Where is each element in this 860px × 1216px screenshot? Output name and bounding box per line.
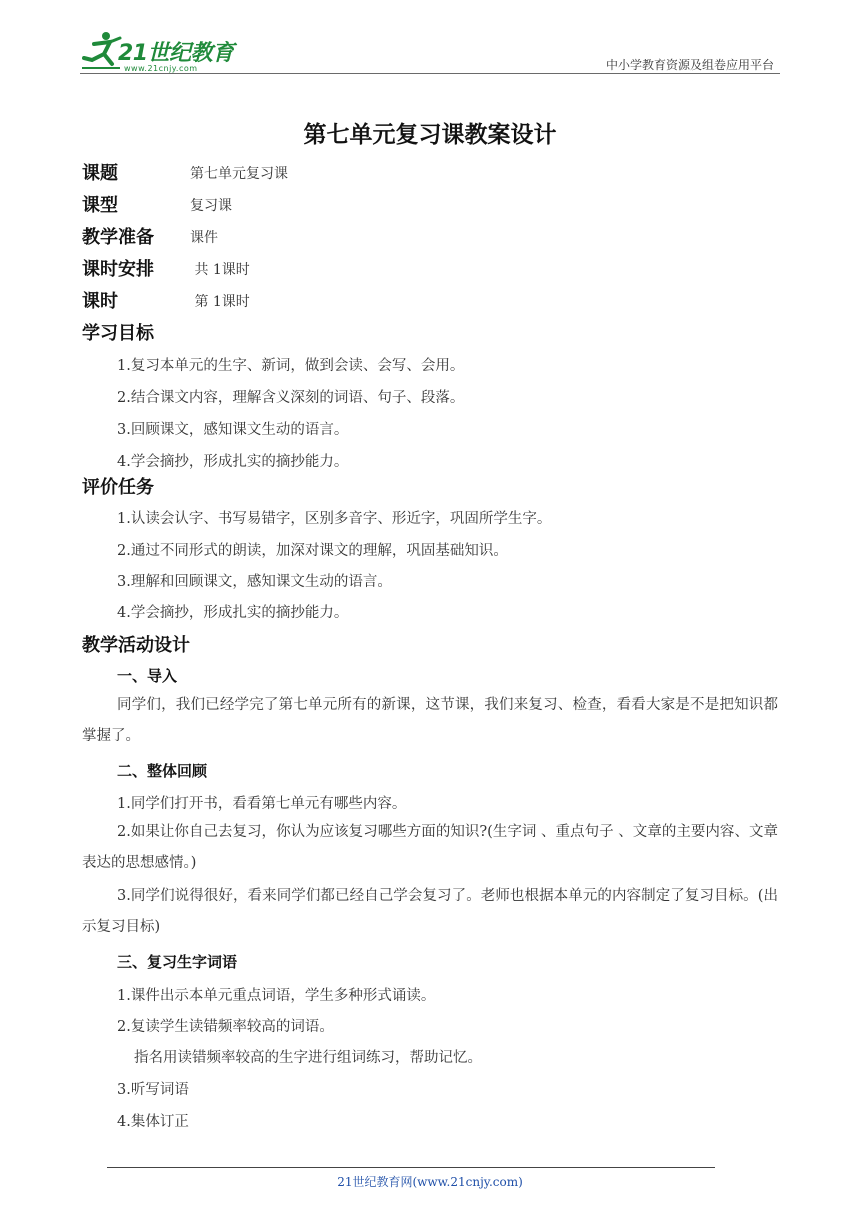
info-value: 第七单元复习课 <box>190 166 288 182</box>
evaluation-item: 1.认读会认字、书写易错字，区别多音字、形近字，巩固所学生字。 <box>117 511 552 527</box>
footer-divider <box>107 1167 715 1168</box>
info-row-topic <box>82 159 288 191</box>
review-item: 3.同学们说得很好，看来同学们都已经自己学会复习了。老师也根据本单元的内容制定了复习目标。(出示复习目标) <box>82 888 778 935</box>
section-heading-objectives: 学习目标 <box>82 323 154 344</box>
intro-paragraph: 同学们，我们已经学完了第七单元所有的新课，这节课，我们来复习、检查，看看大家是不是把知识都掌握了。 <box>82 697 778 744</box>
objective-item: 4.学会摘抄，形成扎实的摘抄能力。 <box>117 454 349 470</box>
document-title: 第七单元复习课教案设计 <box>303 122 557 148</box>
objective-item: 3.回顾课文，感知课文生动的语言。 <box>117 422 349 438</box>
info-row-schedule <box>82 255 250 287</box>
words-item: 1.课件出示本单元重点词语，学生多种形式诵读。 <box>117 988 436 1004</box>
info-label: 课时 <box>82 291 118 312</box>
words-item: 2.复读学生读错频率较高的词语。 <box>117 1019 334 1035</box>
info-label: 课型 <box>82 195 118 216</box>
review-item: 2.如果让你自己去复习，你认为应该复习哪些方面的知识?(生字词 、重点句子 、文章的主要内容、文章表达的思想感情。) <box>82 824 778 871</box>
info-row-type <box>82 191 232 223</box>
info-label: 教学准备 <box>82 227 154 248</box>
info-label: 课时安排 <box>82 259 154 280</box>
info-row-prep <box>82 223 218 255</box>
subheading-review: 二、整体回顾 <box>117 762 208 780</box>
words-item-detail: 指名用读错频率较高的生字进行组词练习，帮助记忆。 <box>134 1050 482 1066</box>
evaluation-item: 2.通过不同形式的朗读，加深对课文的理解，巩固基础知识。 <box>117 543 508 559</box>
logo-text: 21世纪教育 <box>118 41 234 66</box>
info-value: 第 1课时 <box>190 294 250 310</box>
section-heading-evaluation: 评价任务 <box>82 477 154 498</box>
platform-name: 中小学教育资源及组卷应用平台 <box>605 58 774 72</box>
info-row-period <box>82 287 250 319</box>
logo <box>80 28 250 72</box>
logo-url: www.21cnjy.com <box>124 64 198 73</box>
header-divider <box>80 73 780 74</box>
objective-item: 1.复习本单元的生字、新词，做到会读、会写、会用。 <box>117 358 465 374</box>
words-item: 4.集体订正 <box>117 1114 189 1130</box>
objective-item: 2.结合课文内容，理解含义深刻的词语、句子、段落。 <box>117 390 465 406</box>
section-heading-activities: 教学活动设计 <box>82 635 190 656</box>
info-value: 课件 <box>190 230 218 246</box>
footer-link[interactable]: 21世纪教育网(www.21cnjy.com) <box>337 1175 523 1189</box>
evaluation-item: 4.学会摘抄，形成扎实的摘抄能力。 <box>117 605 349 621</box>
words-item: 3.听写词语 <box>117 1082 189 1098</box>
subheading-intro: 一、导入 <box>117 667 178 685</box>
subheading-words: 三、复习生字词语 <box>117 953 238 971</box>
evaluation-item: 3.理解和回顾课文，感知课文生动的语言。 <box>117 574 392 590</box>
review-item: 1.同学们打开书，看看第七单元有哪些内容。 <box>117 796 407 812</box>
info-label: 课题 <box>82 163 118 184</box>
info-value: 复习课 <box>190 198 232 214</box>
info-value: 共 1课时 <box>190 262 250 278</box>
page-header <box>80 26 780 76</box>
